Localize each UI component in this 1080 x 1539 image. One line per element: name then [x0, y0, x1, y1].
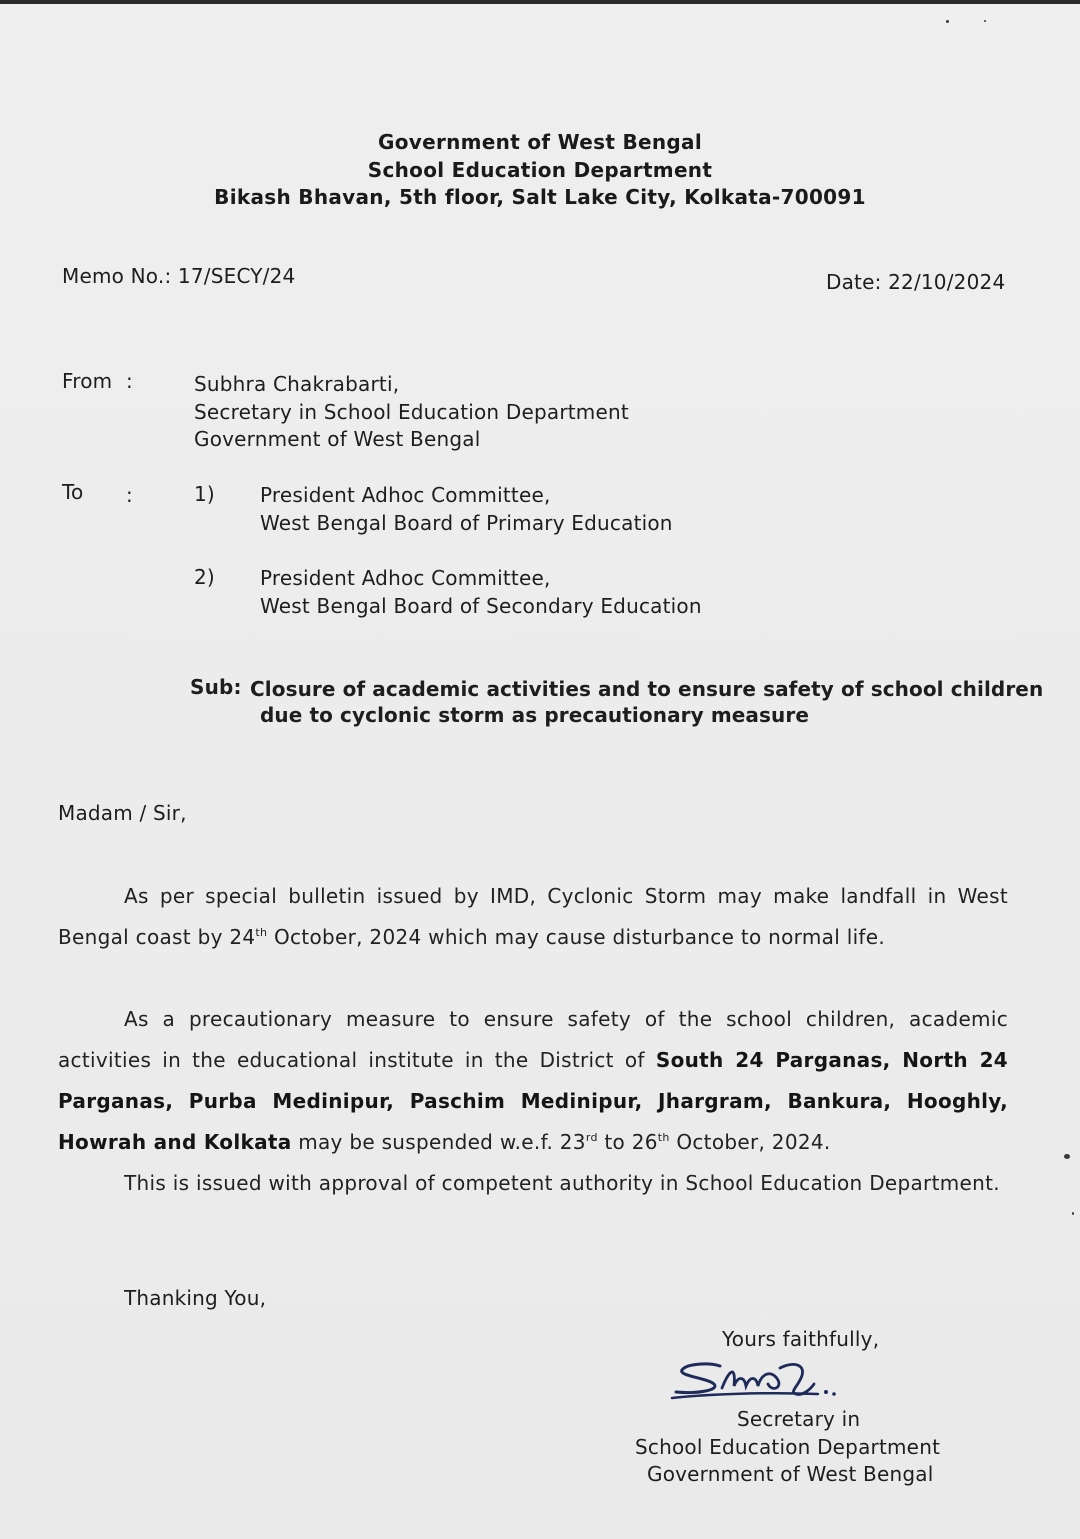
paragraph2-text-d: October, 2024.	[669, 1130, 831, 1154]
recipient-2-number: 2)	[194, 565, 215, 589]
from-name: Subhra Chakrabarti,	[194, 372, 400, 396]
paragraph2-sup-rd: rd	[585, 1131, 598, 1144]
recipient-2-line1: President Adhoc Committee,	[260, 566, 551, 590]
from-government: Government of West Bengal	[194, 427, 481, 451]
paragraph1-text-a: As per special bulletin issued by IMD, Cyclonic Storm may make landfall in West Bengal coast by 24	[58, 884, 1008, 949]
signatory-designation-2: School Education Department	[635, 1435, 941, 1459]
subject-label: Sub:	[190, 675, 242, 699]
recipient-1-line2: West Bengal Board of Primary Education	[260, 511, 673, 535]
from-colon: :	[126, 369, 133, 393]
scan-speck	[1064, 1154, 1070, 1159]
subject-line2: due to cyclonic storm as precautionary measure	[260, 703, 809, 727]
paragraph3-text: This is issued with approval of competent authority in School Education Department.	[124, 1171, 1000, 1195]
paragraph-suspension	[58, 999, 1008, 1163]
yours-faithfully: Yours faithfully,	[722, 1327, 880, 1351]
memo-date: Date: 22/10/2024	[826, 270, 1006, 294]
subject-line1: Closure of academic activities and to ensure safety of school children	[250, 677, 1044, 701]
recipient-1-number: 1)	[194, 482, 215, 506]
header-department: School Education Department	[367, 158, 713, 182]
salutation: Madam / Sir,	[58, 801, 187, 825]
header-address: Bikash Bhavan, 5th floor, Salt Lake City, Kolkata-700091	[214, 185, 866, 209]
signatory-designation-3: Government of West Bengal	[647, 1462, 934, 1486]
thanking-you: Thanking You,	[124, 1286, 267, 1310]
recipient-2-line2: West Bengal Board of Secondary Education	[260, 594, 702, 618]
signature-image	[668, 1358, 868, 1410]
paragraph2-text-b: may be suspended w.e.f. 23	[291, 1130, 586, 1154]
paragraph1-text-b: October, 2024 which may cause disturbance to normal life.	[267, 925, 886, 949]
paragraph2-text-c: to 26	[597, 1130, 658, 1154]
signatory-designation-1: Secretary in	[737, 1407, 861, 1431]
recipient-1-line1: President Adhoc Committee,	[260, 483, 551, 507]
memo-number: Memo No.: 17/SECY/24	[62, 264, 296, 288]
to-label: To	[62, 480, 84, 504]
scan-speck	[1072, 1212, 1074, 1215]
scan-speck	[946, 20, 949, 23]
paragraph-approval	[58, 1163, 1008, 1204]
from-label: From	[62, 369, 113, 393]
to-colon: :	[126, 483, 133, 507]
paragraph1-sup: th	[255, 926, 268, 939]
paragraph2-districts: South 24 Parganas, North 24 Parganas, Purba Medinipur, Paschim Medinipur, Jhargram, Bankura, Hooghly, Howrah and Kolkata	[58, 1048, 1009, 1154]
paragraph2-sup-th: th	[657, 1131, 670, 1144]
memo-document	[0, 4, 1080, 1539]
scan-speck	[984, 20, 986, 22]
header-government: Government of West Bengal	[378, 130, 702, 154]
paragraph2-text-a: As a precautionary measure to ensure safety of the school children, academic activities in the educational institute in the District of	[58, 1007, 1008, 1072]
from-designation: Secretary in School Education Department	[194, 400, 629, 424]
paragraph-cyclone-bulletin	[58, 876, 1008, 958]
